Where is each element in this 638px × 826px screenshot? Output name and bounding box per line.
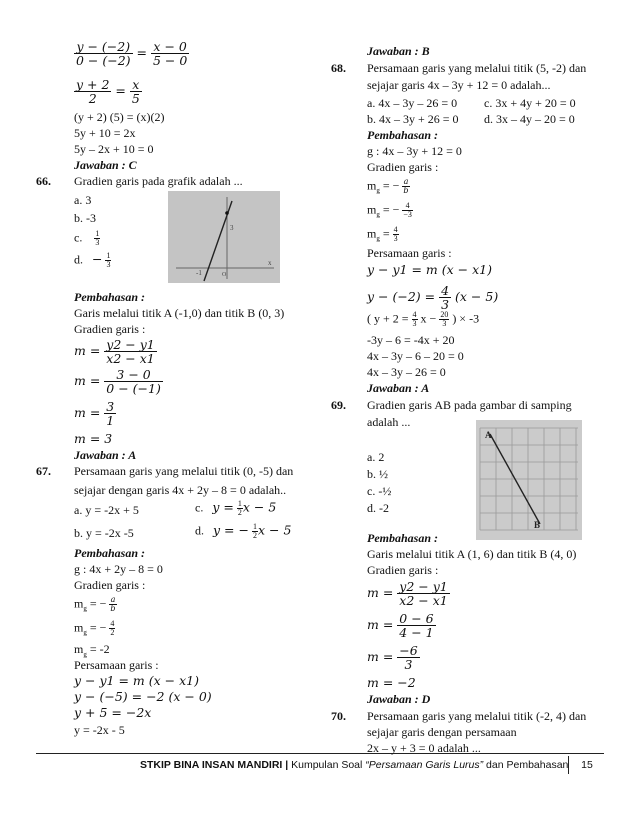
equation-line: y − y1 = m (x − x1) — [74, 673, 199, 688]
fraction-numerator: 3 — [106, 399, 115, 414]
equation-line — [367, 202, 413, 222]
fraction-denominator: x2 − x1 — [106, 351, 155, 366]
page-footer — [140, 759, 568, 771]
equation-line — [74, 338, 157, 365]
solution-line: 5y + 10 = 2x — [74, 126, 136, 140]
equation-line — [367, 284, 498, 311]
solution-line: Gradien garis : — [74, 578, 146, 592]
equation-line: $\frac{y - (-2)}{0 - (-2)}$ = $\frac{x - 0}{5 - 0}$ — [76, 39, 188, 68]
fraction-denominator: 0 − (−1) — [106, 381, 161, 396]
minus-sign: − — [92, 251, 103, 267]
fraction-numerator: x — [130, 78, 142, 92]
math-text: = − — [382, 178, 400, 193]
option-d: d. 3x – 4y – 20 = 0 — [484, 112, 575, 126]
footer-title: “Persamaan Garis Lurus” — [365, 759, 484, 771]
solution-line: Persamaan garis : — [74, 658, 159, 672]
equation-line — [367, 311, 479, 328]
subscript: g — [83, 650, 87, 659]
answer-label: Jawaban : C — [74, 158, 137, 172]
question-text: sejajar dengan garis 4x + 2y – 8 = 0 adalah.. — [74, 483, 287, 497]
fraction-numerator: 20 — [440, 310, 449, 319]
question-text: sejajar garis 4x – 3y + 12 = 0 adalah... — [367, 78, 551, 92]
equation-line — [367, 644, 420, 671]
math-text: x − 5 — [242, 499, 277, 515]
footer-text: Kumpulan Soal — [291, 759, 366, 771]
equation-line: y − y1 = m (x − x1) — [367, 262, 492, 277]
fraction-numerator: a — [110, 595, 116, 604]
solution-line: 4x – 3y – 6 – 20 = 0 — [367, 349, 464, 363]
fraction-numerator: 4 — [412, 310, 417, 319]
fraction-numerator: 4 — [110, 619, 115, 628]
fraction-denominator: 3 — [442, 319, 447, 328]
option-letter: c. — [74, 230, 83, 245]
question-number: 66. — [36, 174, 51, 188]
option-letter: d. — [74, 252, 83, 267]
equation-line — [367, 226, 399, 246]
answer-label: Jawaban : D — [367, 692, 431, 706]
option-a: a. y = -2x + 5 — [74, 503, 139, 517]
point-a-label: A — [485, 430, 492, 440]
fraction-numerator: y + 2 — [76, 77, 110, 92]
fraction-numerator: x − 0 — [151, 40, 189, 54]
equation-line — [74, 620, 115, 640]
footer-text: dan Pembahasan — [483, 759, 569, 771]
fraction-numerator: a — [403, 177, 409, 186]
fraction-denominator: 0 − (−2) — [76, 53, 131, 68]
fraction-denominator: 2 — [110, 628, 115, 637]
answer-label: Jawaban : A — [367, 381, 430, 395]
footer-org: STKIP BINA INSAN MANDIRI — [140, 759, 283, 771]
question-text: adalah ... — [367, 415, 411, 429]
option-d — [195, 523, 291, 540]
tick-label: -1 — [196, 269, 202, 277]
section-heading: Pembahasan : — [367, 531, 439, 545]
math-text: = − — [89, 596, 107, 611]
math-text: ) × -3 — [452, 311, 480, 326]
line-graph-image — [168, 191, 280, 283]
fraction-numerator: y2 − y1 — [106, 337, 155, 352]
math-text: = — [382, 226, 390, 241]
option-b: b. -3 — [74, 211, 96, 225]
m-label: m = — [74, 373, 101, 388]
option-b: b. ½ — [367, 467, 388, 481]
fraction-numerator: 1 — [95, 229, 100, 238]
solution-line: g : 4x + 2y – 8 = 0 — [74, 562, 163, 576]
math-text: = − — [89, 620, 107, 635]
section-heading: Pembahasan : — [74, 546, 146, 560]
option-a: a. 4x – 3y – 26 = 0 — [367, 96, 458, 110]
question-text: Persamaan garis yang melalui titik (5, -2) dan — [367, 61, 587, 75]
footer-separator: | — [282, 759, 292, 771]
m-label: m — [74, 596, 84, 611]
equation-line — [74, 596, 117, 616]
math-text: = − — [382, 202, 400, 217]
fraction-numerator: y − (−2) — [74, 40, 133, 54]
m-label: m = — [367, 585, 394, 600]
fraction-denominator: −3 — [403, 210, 412, 219]
equation-line — [74, 368, 163, 395]
question-text: Persamaan garis yang melalui titik (0, -5) dan — [74, 464, 294, 478]
fraction-denominator: 3 — [106, 260, 111, 269]
graph-background — [168, 191, 280, 283]
question-number: 68. — [331, 61, 346, 75]
fraction-denominator: 3 — [393, 234, 398, 243]
option-c: c. -½ — [367, 484, 392, 498]
equation-line — [367, 580, 450, 607]
fraction-numerator: −6 — [399, 643, 418, 658]
subscript: g — [376, 210, 380, 219]
solution-line: Gradien garis : — [367, 563, 439, 577]
fraction-denominator: 3 — [441, 297, 450, 312]
section-heading: Pembahasan : — [74, 290, 146, 304]
solution-line: (y + 2) (5) = (x)(2) — [74, 110, 165, 124]
fraction-numerator: 4 — [402, 202, 413, 211]
fraction-denominator: 2 — [237, 508, 242, 517]
m-label: m — [74, 642, 84, 656]
subscript: g — [376, 186, 380, 195]
option-b: b. 4x – 3y + 26 = 0 — [367, 112, 459, 126]
equation-line — [367, 612, 436, 639]
fraction-numerator: 0 − 6 — [399, 611, 434, 626]
fraction-denominator: 2 — [88, 91, 97, 106]
footer-divider — [36, 753, 604, 754]
question-text: Persamaan garis yang melalui titik (-2, 4) dan — [367, 709, 587, 723]
math-text: (x − 5) — [455, 289, 499, 304]
fraction-denominator: 4 − 1 — [399, 625, 434, 640]
fraction-denominator: 5 − 0 — [152, 53, 188, 68]
solution-line: Persamaan garis : — [367, 246, 452, 260]
option-d — [74, 252, 111, 269]
option-a: a. 3 — [74, 193, 92, 207]
option-c: c. 3x + 4y + 20 = 0 — [484, 96, 576, 110]
m-label: m — [367, 202, 377, 217]
math-text: y − (−2) = — [367, 289, 436, 304]
point-b — [225, 211, 229, 215]
equation-line: $\frac{y + 2}{2}$ = $\frac{x}{5}$ — [76, 77, 140, 106]
math-text: = -2 — [89, 642, 110, 656]
result-line: m = −2 — [367, 675, 416, 690]
question-number: 67. — [36, 464, 51, 478]
fraction-denominator: 3 — [95, 238, 100, 247]
option-c — [195, 500, 276, 517]
point-b-label: B — [534, 520, 541, 530]
option-d: d. -2 — [367, 501, 389, 515]
answer-label: Jawaban : A — [74, 448, 137, 462]
m-label: m — [367, 178, 377, 193]
option-letter: d. — [195, 523, 204, 538]
option-b: b. y = -2x -5 — [74, 526, 134, 540]
fraction-denominator: b — [403, 186, 409, 195]
fraction-numerator: y2 − y1 — [399, 579, 448, 594]
solution-line: Garis melalui titik A (1, 6) dan titik B (4, 0) — [367, 547, 577, 561]
subscript: g — [83, 628, 87, 637]
m-label: m = — [74, 343, 101, 358]
solution-line: Garis melalui titik A (-1,0) dan titik B (0, 3) — [74, 306, 285, 320]
solution-line: y = -2x - 5 — [74, 723, 125, 737]
question-number: 69. — [331, 398, 346, 412]
option-letter: c. — [195, 500, 204, 515]
m-label: m = — [367, 617, 394, 632]
section-heading: Pembahasan : — [367, 128, 439, 142]
fraction-denominator: b — [110, 604, 116, 613]
fraction-denominator: 3 — [404, 657, 413, 672]
fraction-numerator: 1 — [237, 499, 242, 508]
solution-line: -3y – 6 = -4x + 20 — [367, 333, 455, 347]
question-number: 70. — [331, 709, 346, 723]
fraction-numerator: 4 — [393, 225, 398, 234]
result-line: m = 3 — [74, 431, 113, 446]
tick-label: 3 — [230, 224, 234, 232]
equation-line — [367, 178, 410, 198]
equation-line — [74, 400, 116, 427]
equation-line: y − (−5) = −2 (x − 0) — [74, 689, 212, 704]
question-text: 2x – y + 3 = 0 adalah ... — [367, 741, 481, 755]
page-number: 15 — [568, 756, 605, 774]
question-text: sejajar garis dengan persamaan — [367, 725, 517, 739]
solution-line: 5y – 2x + 10 = 0 — [74, 142, 154, 156]
m-label: m — [367, 226, 377, 241]
axis-label: x — [268, 259, 272, 267]
fraction-denominator: x2 − x1 — [399, 593, 448, 608]
math-text: x − 5 — [257, 522, 292, 538]
solution-line: 4x – 3y – 26 = 0 — [367, 365, 446, 379]
question-text: Gradien garis AB pada gambar di samping — [367, 398, 572, 412]
solution-line: Gradien garis : — [367, 160, 439, 174]
equation-line: y + 5 = −2x — [74, 705, 152, 720]
subscript: g — [83, 604, 87, 613]
grid-graph-image — [476, 420, 582, 540]
m-label: m = — [367, 649, 394, 664]
origin-label: O — [222, 272, 227, 278]
fraction-numerator: 4 — [441, 283, 450, 298]
fraction-numerator: 1 — [106, 251, 111, 260]
fraction-numerator: 3 − 0 — [104, 368, 163, 382]
solution-line: Gradien garis : — [74, 322, 146, 336]
math-text: y = — [212, 499, 234, 515]
fraction-denominator: 3 — [412, 319, 417, 328]
subscript: g — [376, 234, 380, 243]
math-text: ( y + 2 = — [367, 311, 409, 326]
math-text: x − — [420, 311, 437, 326]
m-label: m = — [74, 405, 101, 420]
option-c — [74, 230, 100, 247]
m-label: m — [74, 620, 84, 635]
answer-label: Jawaban : B — [367, 44, 430, 58]
fraction-denominator: 1 — [106, 413, 115, 428]
solution-line: g : 4x – 3y + 12 = 0 — [367, 144, 462, 158]
fraction-denominator: 5 — [131, 91, 140, 106]
option-a: a. 2 — [367, 450, 385, 464]
fraction-denominator: 2 — [252, 531, 257, 540]
fraction-numerator: 1 — [252, 522, 257, 531]
math-text: y = − — [213, 522, 249, 538]
question-text: Gradien garis pada grafik adalah ... — [74, 174, 243, 188]
